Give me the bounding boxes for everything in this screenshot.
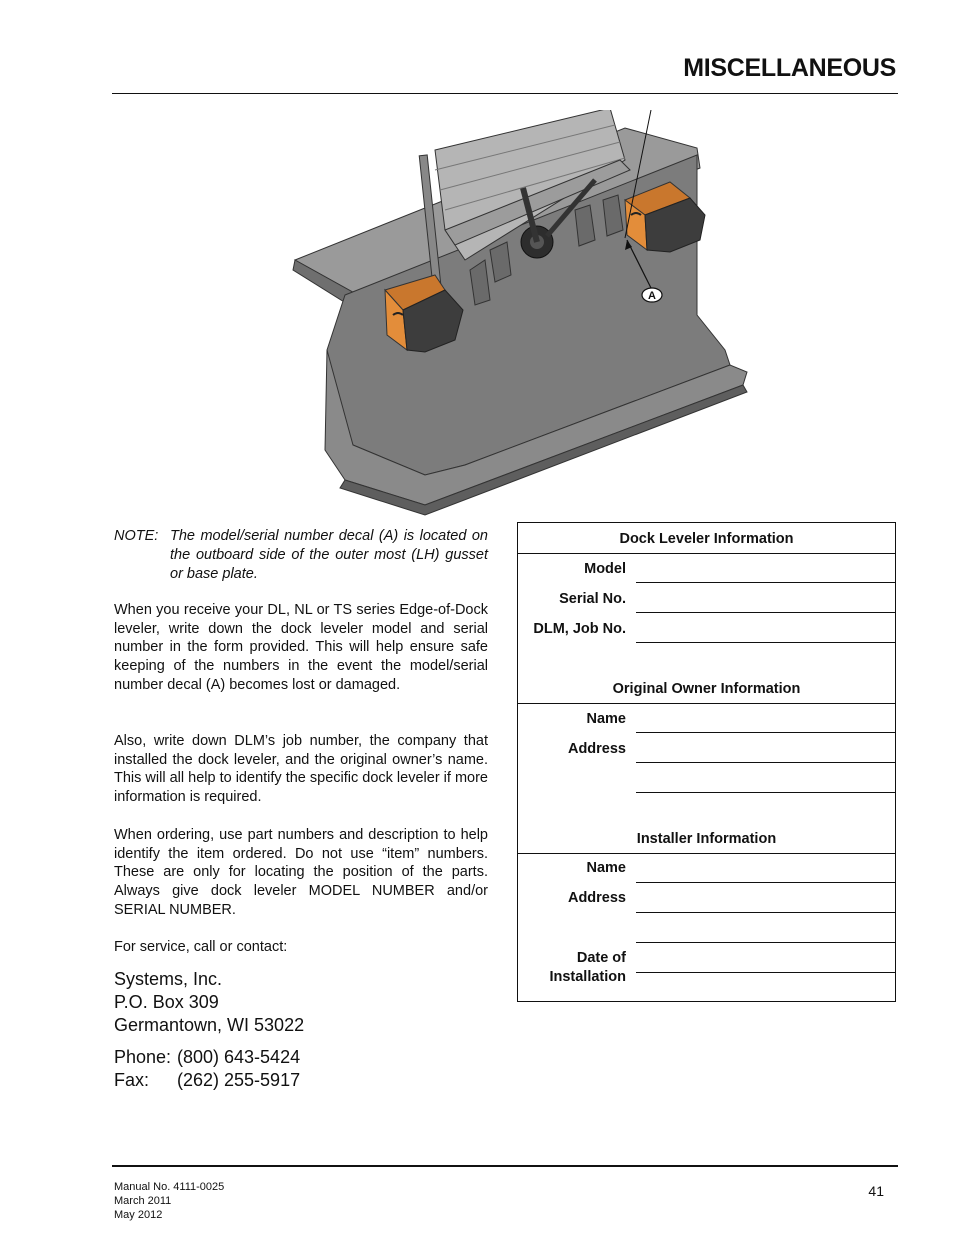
paragraph-receive: When you receive your DL, NL or TS series Edge-of-Dock leveler, write down the dock leveler model and serial number in the form provided. This will help ensure safe keeping of the numbers in the event the model/serial number decal (A) becomes lost or damaged. — [114, 602, 488, 693]
callout-a-label: A — [648, 290, 656, 302]
owner-address-field-line[interactable] — [636, 762, 896, 763]
serial-field-line[interactable] — [636, 612, 896, 613]
dock-leveler-info-form — [517, 522, 896, 1002]
installer-address-label: Address — [567, 890, 626, 906]
installation-date-label — [549, 949, 626, 987]
section-title-dock: Dock Leveler Information — [619, 531, 794, 547]
footer-info — [114, 1180, 224, 1222]
note-block — [114, 527, 488, 584]
model-label: Model — [584, 561, 626, 577]
installation-date-label-line2: Installation — [549, 969, 626, 985]
fax-label: Fax: — [114, 1070, 150, 1090]
phone-number: (800) 643-5424 — [177, 1047, 301, 1067]
installer-name-label: Name — [586, 860, 626, 876]
section-title-owner: Original Owner Information — [612, 681, 801, 697]
installer-address-field-line[interactable] — [636, 912, 896, 913]
company-address — [114, 968, 488, 1037]
paragraph-job-number: Also, write down DLM’s job number, the company that installed the dock leveler, and the original owner’s name. This will all help to identify the specific dock leveler if more information is required. — [114, 733, 488, 806]
footer-date-2: May 2012 — [114, 1209, 163, 1221]
form-divider — [518, 703, 895, 704]
installation-date-label-line1: Date of — [576, 950, 626, 966]
fax-number: (262) 255-5917 — [177, 1070, 301, 1090]
serial-label: Serial No. — [559, 591, 626, 607]
manual-number: Manual No. 4111-0025 — [114, 1181, 225, 1193]
fax-row — [114, 1069, 300, 1092]
address-line-box: P.O. Box 309 — [114, 992, 219, 1012]
form-divider — [518, 853, 895, 854]
installation-date-field-line[interactable] — [636, 972, 896, 973]
model-field-line[interactable] — [636, 582, 896, 583]
installer-address-field-line-2[interactable] — [636, 942, 896, 943]
section-title-installer: Installer Information — [636, 831, 777, 847]
page-number: 41 — [868, 1183, 884, 1199]
footer-date-1: March 2011 — [114, 1195, 172, 1207]
job-number-label: DLM, Job No. — [533, 621, 626, 637]
address-line-company: Systems, Inc. — [114, 969, 223, 989]
note-tag: NOTE: — [114, 528, 159, 544]
paragraph-service: For service, call or contact: — [114, 939, 288, 955]
page-title: MISCELLANEOUS — [683, 54, 896, 82]
footer-rule — [112, 1165, 898, 1167]
dock-leveler-illustration — [285, 110, 765, 525]
owner-name-field-line[interactable] — [636, 732, 896, 733]
note-text: The model/serial number decal (A) is located on the outboard side of the outer most (LH) gusset or base plate. — [170, 528, 488, 582]
phone-row — [114, 1046, 300, 1069]
address-line-city: Germantown, WI 53022 — [114, 1015, 305, 1035]
owner-address-field-line-2[interactable] — [636, 792, 896, 793]
header-rule — [112, 93, 898, 94]
job-number-field-line[interactable] — [636, 642, 896, 643]
installer-name-field-line[interactable] — [636, 882, 896, 883]
form-divider — [518, 553, 895, 554]
phone-label: Phone: — [114, 1047, 172, 1067]
contact-numbers — [114, 1046, 300, 1092]
paragraph-ordering: When ordering, use part numbers and description to help identify the item ordered. Do not use “item” numbers. These are only for locating the position of the parts. Always give dock leveler MODEL NUMBER and/or SERIAL NUMBER. — [114, 827, 488, 918]
owner-name-label: Name — [586, 711, 626, 727]
owner-address-label: Address — [567, 741, 626, 757]
